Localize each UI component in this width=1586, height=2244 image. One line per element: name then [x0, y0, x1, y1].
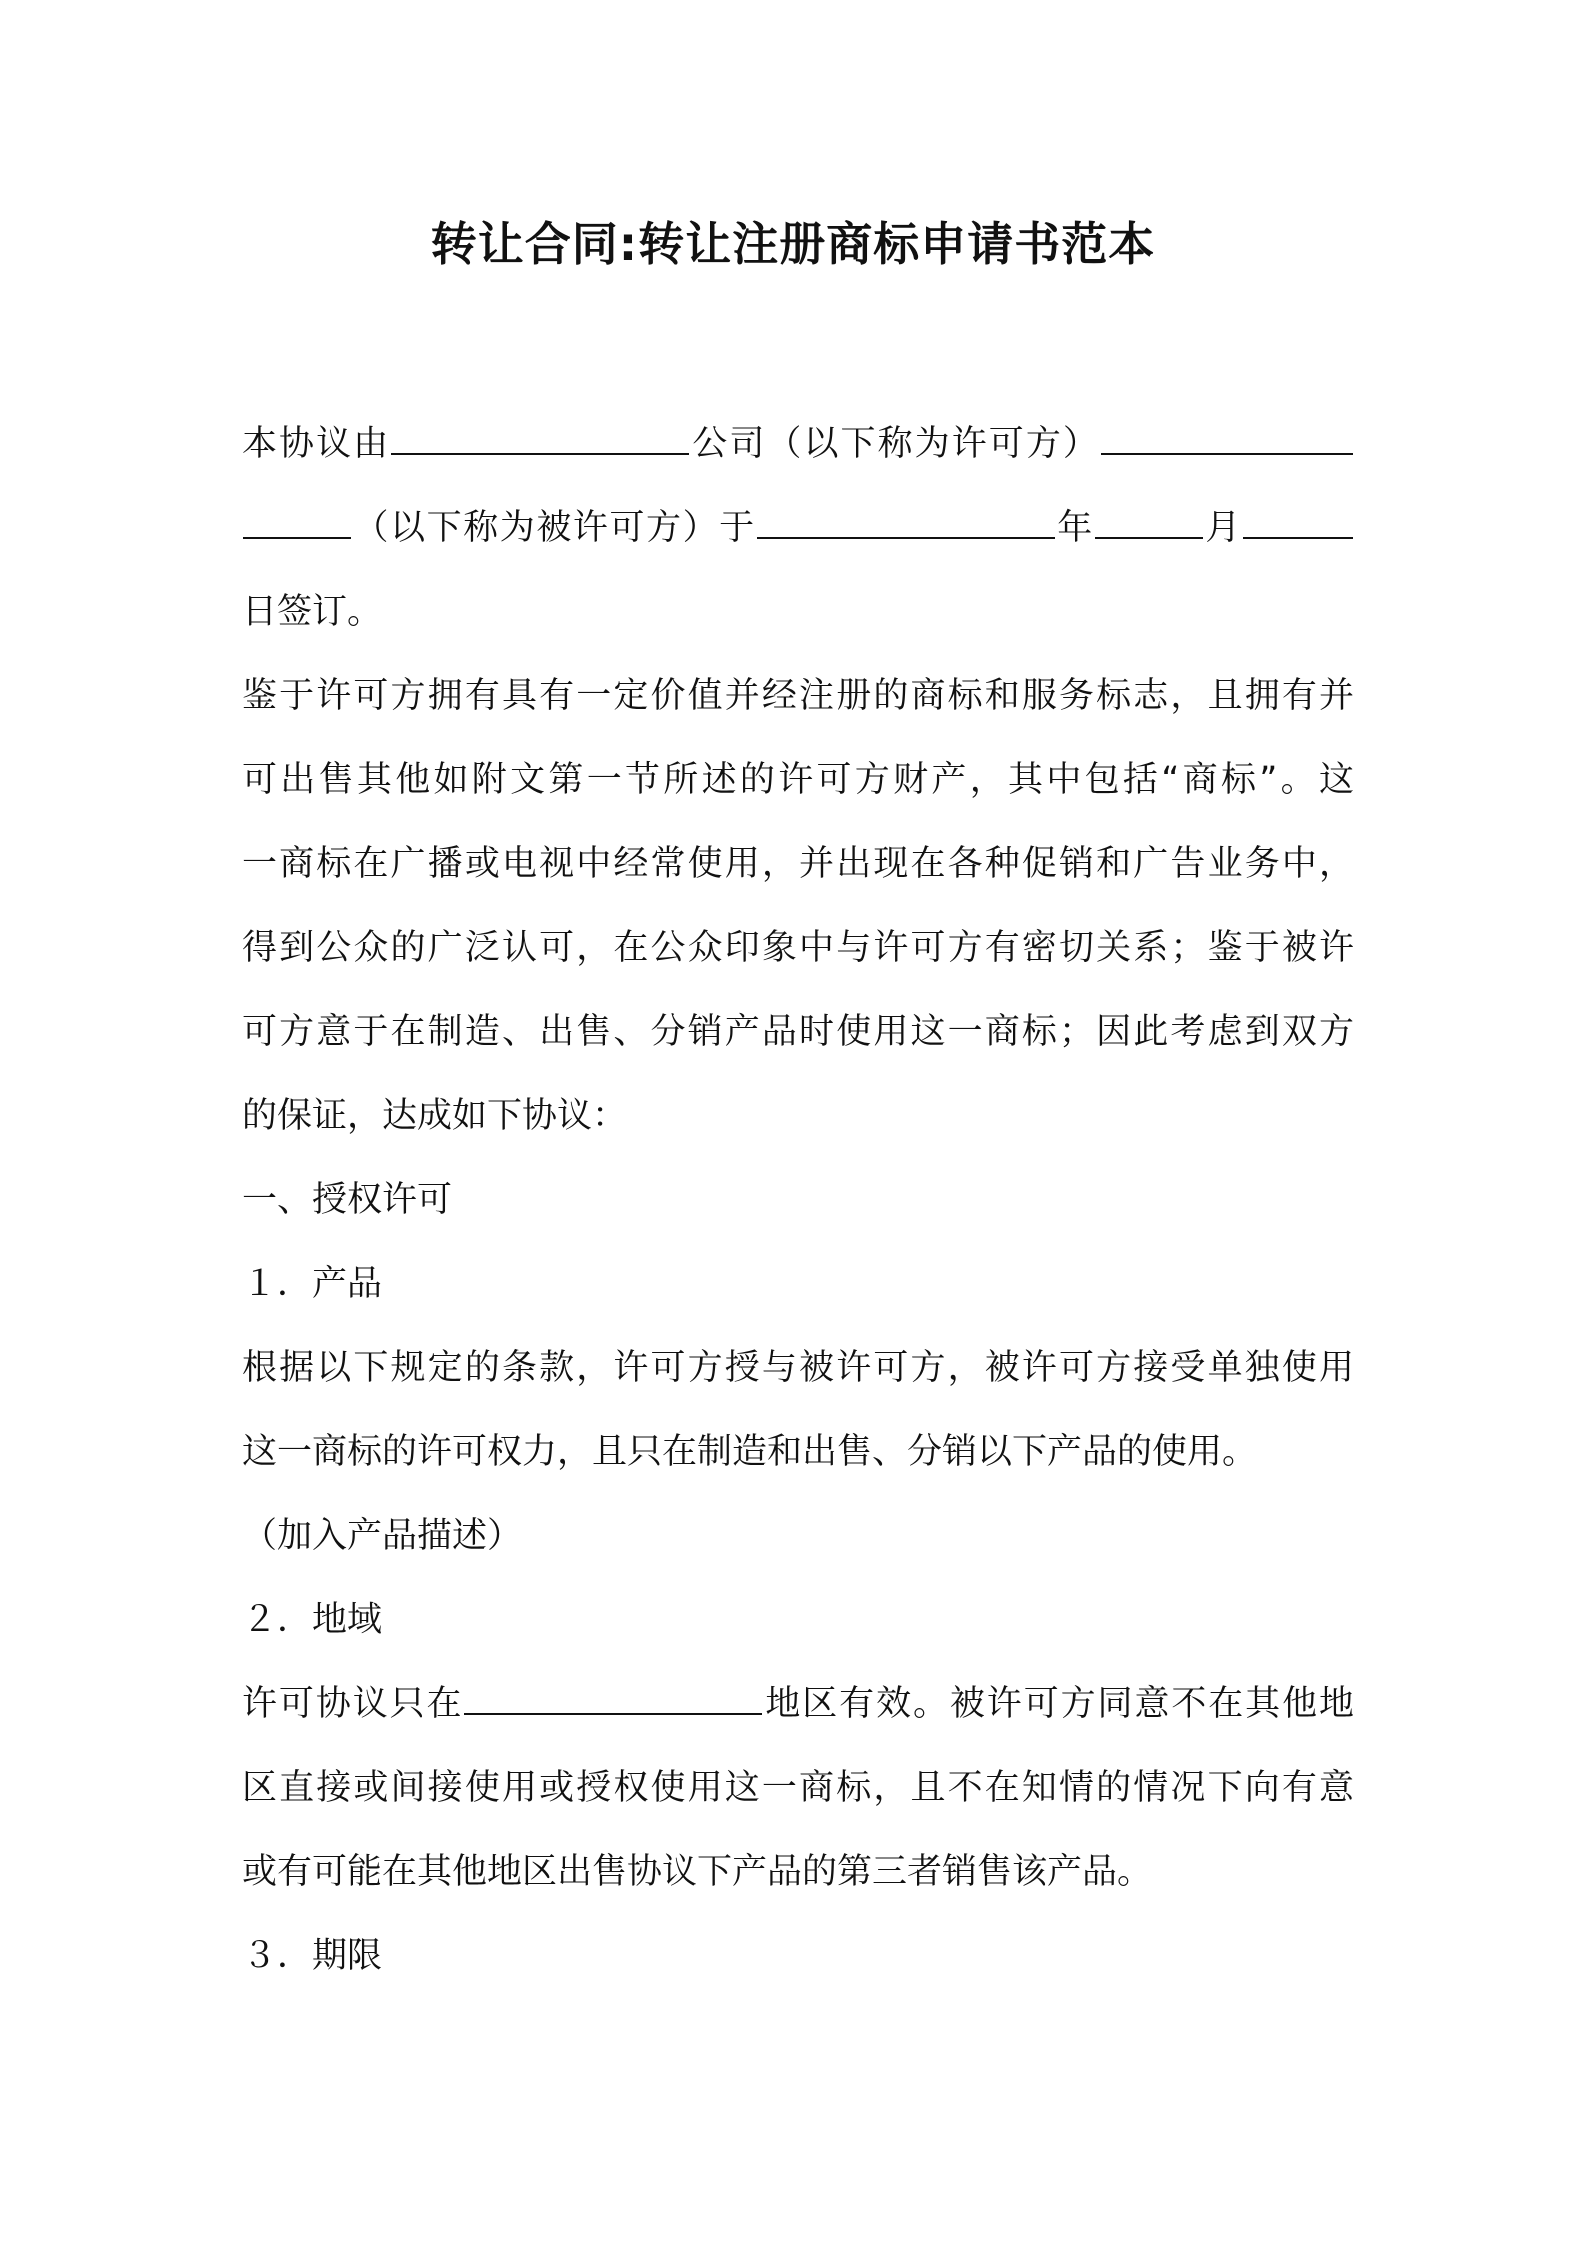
preamble-text: 公司（以下称为许可方）: [690, 424, 1100, 464]
recital-line: 可出售其他如附文第一节所述的许可方财产，其中包括“商标”。这: [242, 760, 1354, 800]
year-blank[interactable]: [757, 500, 1055, 539]
section-heading: 一、授权许可: [242, 1180, 453, 1220]
day-blank[interactable]: [1243, 500, 1353, 539]
territory-blank[interactable]: [464, 1676, 762, 1715]
item-heading-term: ３．期限: [242, 1936, 383, 1976]
licensee-name-blank[interactable]: [1101, 416, 1353, 455]
recital-line: 一商标在广播或电视中经常使用，并出现在各种促销和广告业务中，: [242, 844, 1354, 884]
preamble-text: （以下称为被许可方）于: [352, 508, 756, 548]
licensee-name-blank-cont[interactable]: [243, 500, 351, 539]
item-heading-product: １．产品: [242, 1264, 383, 1304]
document-body: [242, 402, 1354, 1998]
preamble-line-1: [242, 402, 1354, 486]
item-text-line: 或有可能在其他地区出售协议下产品的第三者销售该产品。: [242, 1852, 1153, 1892]
item-text-line: 根据以下规定的条款，许可方授与被许可方，被许可方接受单独使用: [242, 1348, 1354, 1388]
territory-text: 许可协议只在: [242, 1684, 464, 1724]
month-blank[interactable]: [1095, 500, 1203, 539]
year-label: 年: [1055, 508, 1094, 548]
item-text-line: 这一商标的许可权力，且只在制造和出售、分销以下产品的使用。: [242, 1432, 1258, 1472]
item-text-line: [242, 1662, 1354, 1746]
preamble-line-3: 日签订。: [242, 592, 383, 632]
month-label: 月: [1203, 508, 1242, 548]
document-title: 转让合同:转让注册商标申请书范本: [430, 217, 1156, 271]
preamble-line-2: [242, 486, 1354, 570]
territory-text: 地区有效。被许可方同意不在其他地: [763, 1684, 1354, 1724]
item-text-line: 区直接或间接使用或授权使用这一商标，且不在知情的情况下向有意: [242, 1768, 1354, 1808]
recital-line: 鉴于许可方拥有具有一定价值并经注册的商标和服务标志，且拥有并: [242, 676, 1354, 716]
recital-line: 得到公众的广泛认可，在公众印象中与许可方有密切关系；鉴于被许: [242, 928, 1354, 968]
item-heading-territory: ２．地域: [242, 1600, 383, 1640]
recital-line: 可方意于在制造、出售、分销产品时使用这一商标；因此考虑到双方: [242, 1012, 1354, 1052]
product-description-note: （加入产品描述）: [242, 1516, 523, 1556]
company-name-blank[interactable]: [391, 416, 689, 455]
recital-line: 的保证，达成如下协议：: [242, 1096, 628, 1136]
preamble-text: 本协议由: [242, 424, 391, 464]
